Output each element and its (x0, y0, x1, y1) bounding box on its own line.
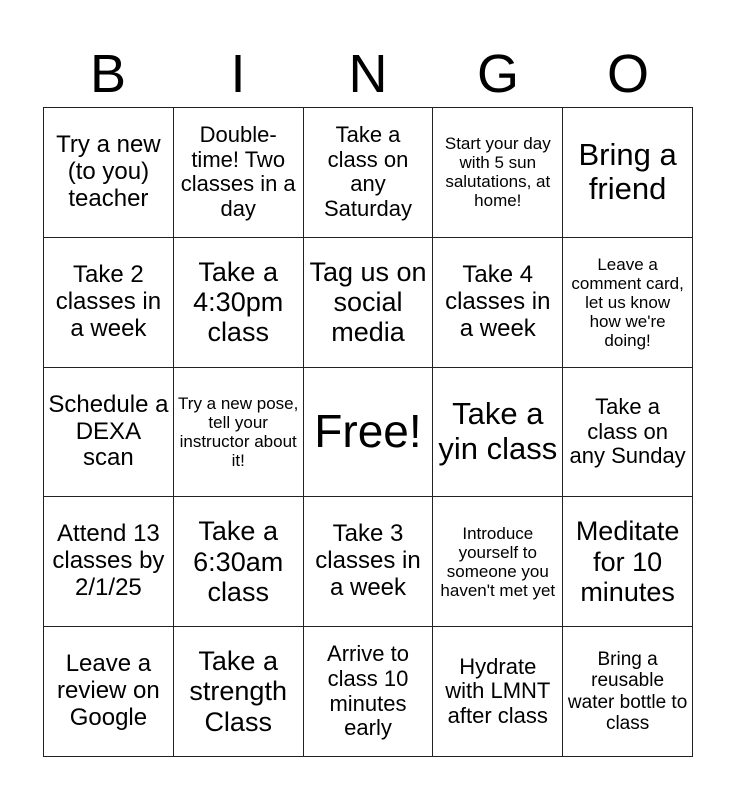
bingo-cell: Try a new (to you) teacher (44, 108, 174, 238)
bingo-cell: Take a 6:30am class (173, 497, 303, 627)
bingo-cell: Arrive to class 10 minutes early (303, 627, 433, 757)
header-letter-i: I (230, 44, 246, 104)
free-space-cell: Free! (303, 367, 433, 497)
bingo-cell: Bring a friend (563, 108, 693, 238)
bingo-cell: Attend 13 classes by 2/1/25 (44, 497, 174, 627)
bingo-cell: Take a class on any Saturday (303, 108, 433, 238)
bingo-header (43, 40, 693, 108)
header-letter-b: B (89, 44, 127, 104)
bingo-cell: Take a class on any Sunday (563, 367, 693, 497)
bingo-row-4 (44, 497, 693, 627)
bingo-row-1 (44, 108, 693, 238)
bingo-cell: Introduce yourself to someone you haven't met yet (433, 497, 563, 627)
bingo-cell: Take a strength Class (173, 627, 303, 757)
bingo-cell: Schedule a DEXA scan (44, 367, 174, 497)
bingo-row-3 (44, 367, 693, 497)
bingo-cell: Take a yin class (433, 367, 563, 497)
bingo-row-2 (44, 237, 693, 367)
header-letter-o: O (606, 44, 649, 104)
bingo-cell: Take 3 classes in a week (303, 497, 433, 627)
bingo-cell: Take 4 classes in a week (433, 237, 563, 367)
bingo-cell: Hydrate with LMNT after class (433, 627, 563, 757)
bingo-cell: Bring a reusable water bottle to class (563, 627, 693, 757)
bingo-cell: Try a new pose, tell your instructor about it! (173, 367, 303, 497)
bingo-cell: Meditate for 10 minutes (563, 497, 693, 627)
bingo-card (43, 107, 693, 757)
bingo-cell: Take a 4:30pm class (173, 237, 303, 367)
header-letter-n: N (348, 44, 388, 104)
bingo-row-5 (44, 627, 693, 757)
bingo-cell: Take 2 classes in a week (44, 237, 174, 367)
bingo-cell: Leave a comment card, let us know how we're doing! (563, 237, 693, 367)
bingo-cell: Double-time! Two classes in a day (173, 108, 303, 238)
bingo-cell: Leave a review on Google (44, 627, 174, 757)
bingo-cell: Start your day with 5 sun salutations, at home! (433, 108, 563, 238)
header-letter-g: G (476, 44, 519, 104)
bingo-cell: Tag us on social media (303, 237, 433, 367)
